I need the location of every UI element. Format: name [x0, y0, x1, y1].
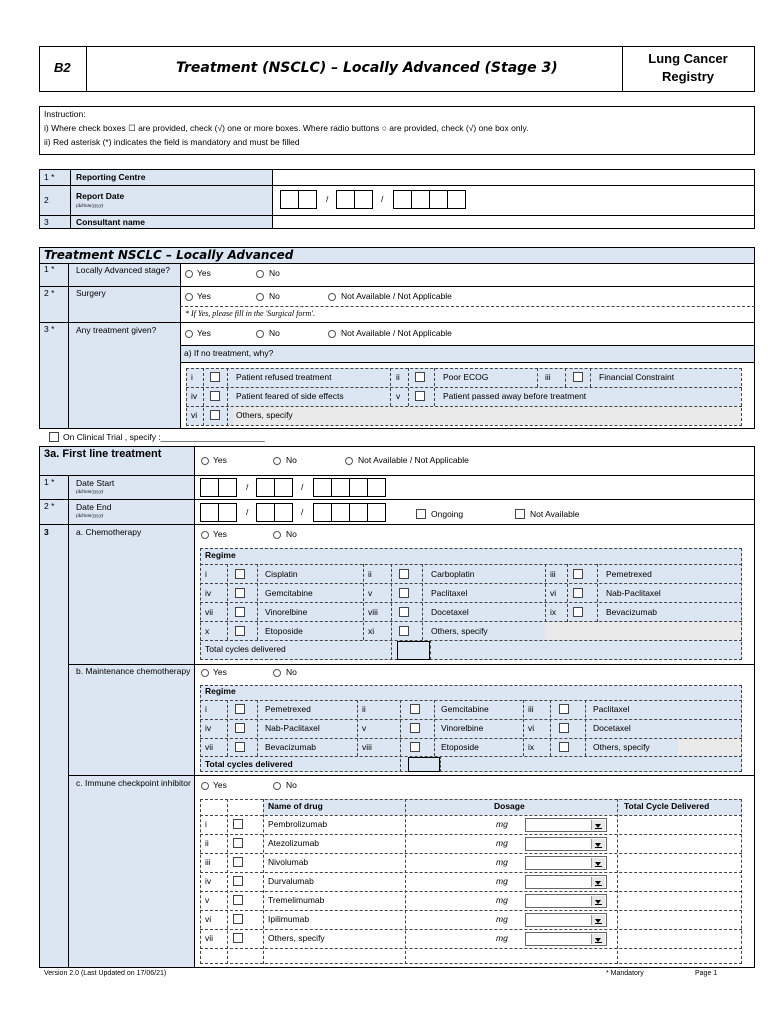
dosage-unit-label: mg	[496, 933, 508, 943]
instructions-line-2: ii) Red asterisk (*) indicates the field is mandatory and must be filled	[44, 137, 300, 147]
maint-drug-label: Nab-Paclitaxel	[265, 723, 320, 733]
dosage-unit-label: mg	[496, 857, 508, 867]
chevron-down-icon[interactable]	[591, 915, 605, 925]
immune-no-radio[interactable]	[273, 782, 281, 790]
maint-drug-checkbox[interactable]	[235, 742, 245, 752]
not-available-label: Not Available	[530, 509, 580, 519]
immune-dosage-input[interactable]	[410, 931, 490, 946]
immune-drug-number: ii	[205, 838, 209, 848]
maint-drug-label: Vinorelbine	[441, 723, 484, 733]
registry-name: Lung Cancer Registry	[648, 51, 728, 84]
dosage-unit-label: mg	[496, 914, 508, 924]
any-treatment-label: Any treatment given?	[76, 325, 157, 335]
chevron-down-icon[interactable]	[591, 877, 605, 887]
first-line-no-radio[interactable]	[273, 457, 281, 465]
surgical-form-note: * If Yes, please fill in the 'Surgical form'.	[185, 309, 315, 318]
reason-label: Poor ECOG	[443, 372, 489, 382]
maint-drug-number: vi	[528, 723, 535, 733]
immune-drug-checkbox[interactable]	[233, 895, 243, 905]
maint-total-cycles-field[interactable]	[408, 757, 440, 772]
chemo-drug-number: v	[368, 588, 373, 598]
section-title: Treatment NSCLC – Locally Advanced	[44, 248, 294, 262]
chemo-yes-radio[interactable]	[201, 531, 209, 539]
reason-checkbox[interactable]	[415, 391, 425, 401]
immune-total-cycles-input[interactable]	[620, 855, 738, 870]
immune-total-cycles-input[interactable]	[620, 893, 738, 908]
immune-total-cycles-input[interactable]	[620, 817, 738, 832]
maint-drug-label: Docetaxel	[593, 723, 631, 733]
treatment-no-radio[interactable]	[256, 330, 264, 338]
clinical-trial-checkbox[interactable]	[49, 432, 59, 442]
reason-label: Patient feared of side effects	[236, 391, 344, 401]
chemo-drug-number: vi	[550, 588, 557, 598]
reason-label: Patient refused treatment	[236, 372, 332, 382]
chemo-drug-checkbox[interactable]	[399, 607, 409, 617]
immune-drug-label: Ipilimumab	[268, 914, 310, 924]
immune-drug-number: vii	[205, 933, 214, 943]
chemo-drug-checkbox[interactable]	[235, 588, 245, 598]
chemo-total-cycles-field[interactable]	[397, 641, 430, 660]
immune-drug-number: v	[205, 895, 210, 905]
maint-drug-label: Bevacizumab	[265, 742, 317, 752]
immune-yes-radio[interactable]	[201, 782, 209, 790]
immune-dosage-input[interactable]	[410, 836, 490, 851]
maint-drug-number: iii	[528, 704, 534, 714]
chemo-drug-label: Gemcitabine	[265, 588, 313, 598]
chemo-drug-number: vii	[205, 607, 214, 617]
immune-checkpoint-label: c. Immune checkpoint inhibitor	[76, 778, 191, 788]
imm-head-total: Total Cycle Delivered	[624, 801, 710, 811]
chevron-down-icon[interactable]	[591, 820, 605, 830]
chemo-drug-label: Docetaxel	[431, 607, 469, 617]
chemo-regime-heading: Regime	[205, 550, 236, 560]
treatment-yes-radio[interactable]	[185, 330, 193, 338]
consultant-name-label: Consultant name	[76, 217, 145, 227]
immune-drug-checkbox[interactable]	[233, 876, 243, 886]
clinical-trial-label: On Clinical Trial , specify :______________________	[63, 432, 265, 442]
reason-checkbox[interactable]	[210, 410, 220, 420]
maint-drug-number: vii	[205, 742, 214, 752]
instructions-heading: Instruction:	[44, 109, 86, 119]
immune-drug-label: Others, specify	[268, 933, 325, 943]
maint-drug-number: ix	[528, 742, 535, 752]
maint-drug-number: viii	[362, 742, 372, 752]
chemo-drug-checkbox[interactable]	[235, 607, 245, 617]
dosage-unit-dropdown[interactable]	[525, 913, 607, 927]
maint-drug-checkbox[interactable]	[410, 704, 420, 714]
chevron-down-icon[interactable]	[591, 896, 605, 906]
chemo-drug-checkbox[interactable]	[573, 569, 583, 579]
date-start-label: Date Start	[76, 478, 115, 488]
ongoing-label: Ongoing	[431, 509, 464, 519]
reason-checkbox[interactable]	[573, 372, 583, 382]
chemo-drug-label: Carboplatin	[431, 569, 475, 579]
chemo-drug-label: Paclitaxel	[431, 588, 468, 598]
chemo-drug-label: Others, specify	[431, 626, 488, 636]
maint-no-radio[interactable]	[273, 669, 281, 677]
dosage-unit-dropdown[interactable]	[525, 818, 607, 832]
chemo-drug-checkbox[interactable]	[573, 588, 583, 598]
maint-drug-checkbox[interactable]	[559, 742, 569, 752]
immune-drug-number: iii	[205, 857, 211, 867]
chemo-drug-label: Bevacizumab	[606, 607, 658, 617]
chemo-drug-checkbox[interactable]	[399, 626, 409, 636]
report-date-label: Report Date	[76, 191, 125, 201]
immune-drug-checkbox[interactable]	[233, 819, 243, 829]
page-number: Page 1	[695, 970, 718, 977]
version-footer: Version 2.0 (Last Updated on 17/06/21)	[44, 970, 167, 977]
immune-total-cycles-input[interactable]	[620, 931, 738, 946]
maint-drug-checkbox[interactable]	[410, 742, 420, 752]
first-line-na-radio[interactable]	[345, 457, 353, 465]
chemo-drug-label: Etoposide	[265, 626, 303, 636]
date-end-label: Date End	[76, 502, 112, 512]
immune-drug-label: Pembrolizumab	[268, 819, 328, 829]
reason-label: Financial Constraint	[599, 372, 675, 382]
immune-drug-checkbox[interactable]	[233, 933, 243, 943]
immune-drug-checkbox[interactable]	[233, 838, 243, 848]
dosage-unit-label: mg	[496, 838, 508, 848]
immune-drug-label: Nivolumab	[268, 857, 309, 867]
dosage-unit-dropdown[interactable]	[525, 856, 607, 870]
imm-head-dose: Dosage	[494, 801, 525, 811]
dosage-unit-label: mg	[496, 895, 508, 905]
consultant-name-field[interactable]	[273, 216, 754, 228]
maint-drug-label: Pemetrexed	[265, 704, 311, 714]
maint-drug-label: Paclitaxel	[593, 704, 630, 714]
dosage-unit-dropdown[interactable]	[525, 932, 607, 946]
chemo-drug-checkbox[interactable]	[399, 569, 409, 579]
immune-dosage-input[interactable]	[410, 855, 490, 870]
maint-drug-checkbox[interactable]	[410, 723, 420, 733]
chemo-drug-number: x	[205, 626, 210, 636]
chemo-drug-checkbox[interactable]	[235, 569, 245, 579]
locally-advanced-stage-label: Locally Advanced stage?	[76, 265, 171, 275]
maint-drug-number: v	[362, 723, 367, 733]
dosage-unit-label: mg	[496, 876, 508, 886]
maintenance-label: b. Maintenance chemotherapy	[76, 666, 191, 676]
dosage-unit-dropdown[interactable]	[525, 894, 607, 908]
maint-drug-label: Gemcitabine	[441, 704, 489, 714]
reason-number: ii	[396, 372, 400, 382]
immune-drug-number: vi	[205, 914, 212, 924]
reason-number: i	[191, 372, 193, 382]
reason-label: Others, specify	[236, 410, 293, 420]
immune-total-cycles-input[interactable]	[620, 874, 738, 889]
chemotherapy-label: a. Chemotherapy	[76, 527, 142, 537]
maint-regime-heading: Regime	[205, 686, 236, 696]
immune-drug-label: Tremelimumab	[268, 895, 325, 905]
immune-drug-checkbox[interactable]	[233, 914, 243, 924]
chemo-drug-label: Pemetrexed	[606, 569, 652, 579]
reporting-centre-label: Reporting Centre	[76, 172, 146, 182]
dosage-unit-dropdown[interactable]	[525, 837, 607, 851]
immune-drug-number: iv	[205, 876, 212, 886]
maint-drug-label: Others, specify	[593, 742, 650, 752]
immune-drug-checkbox[interactable]	[233, 857, 243, 867]
maint-drug-label: Etoposide	[441, 742, 479, 752]
mandatory-footer: * Mandatory	[606, 970, 644, 977]
chevron-down-icon[interactable]	[591, 934, 605, 944]
immune-total-cycles-input[interactable]	[620, 912, 738, 927]
dosage-unit-label: mg	[496, 819, 508, 829]
imm-head-drug: Name of drug	[268, 801, 323, 811]
maint-drug-checkbox[interactable]	[235, 723, 245, 733]
immune-drug-number: i	[205, 819, 207, 829]
chemo-drug-number: ix	[550, 607, 557, 617]
immune-dosage-input[interactable]	[410, 912, 490, 927]
chemo-drug-number: ii	[368, 569, 372, 579]
chemo-drug-number: i	[205, 569, 207, 579]
chemo-drug-checkbox[interactable]	[573, 607, 583, 617]
reason-number: v	[396, 391, 401, 401]
chevron-down-icon[interactable]	[591, 839, 605, 849]
reporting-centre-field[interactable]	[273, 170, 754, 184]
reason-number: vi	[191, 410, 198, 420]
date-end-field[interactable]: / /	[200, 503, 390, 523]
maint-drug-number: iv	[205, 723, 212, 733]
report-date-field[interactable]: / /	[280, 190, 472, 212]
dosage-unit-dropdown[interactable]	[525, 875, 607, 889]
surgery-yes-radio[interactable]	[185, 293, 193, 301]
surgery-no-radio[interactable]	[256, 293, 264, 301]
no-treatment-reason-label: a) If no treatment, why?	[184, 348, 274, 358]
reason-checkbox[interactable]	[210, 391, 220, 401]
chemo-drug-number: viii	[368, 607, 378, 617]
form-code: B2	[54, 60, 71, 75]
immune-total-cycles-input[interactable]	[620, 836, 738, 851]
chemo-drug-number: iv	[205, 588, 212, 598]
date-start-field[interactable]: / /	[200, 478, 390, 498]
form-title: Treatment (NSCLC) – Locally Advanced (Stage 3)	[176, 60, 558, 76]
surgery-na-radio[interactable]	[328, 293, 336, 301]
immune-dosage-input[interactable]	[410, 817, 490, 832]
chemo-drug-number: xi	[368, 626, 375, 636]
first-line-title: 3a. First line treatment	[44, 448, 162, 460]
maint-drug-number: i	[205, 704, 207, 714]
first-line-yes-radio[interactable]	[201, 457, 209, 465]
reason-number: iii	[545, 372, 551, 382]
maint-drug-checkbox[interactable]	[559, 704, 569, 714]
ongoing-checkbox[interactable]	[416, 509, 426, 519]
maint-drug-number: ii	[362, 704, 366, 714]
reason-label: Patient passed away before treatment	[443, 391, 587, 401]
reason-number: iv	[191, 391, 198, 401]
chemo-drug-checkbox[interactable]	[399, 588, 409, 598]
maint-drug-checkbox[interactable]	[559, 723, 569, 733]
stage-no-radio[interactable]	[256, 270, 264, 278]
chemo-no-radio[interactable]	[273, 531, 281, 539]
maint-drug-checkbox[interactable]	[235, 704, 245, 714]
immune-dosage-input[interactable]	[410, 893, 490, 908]
instructions-line-1: i) Where check boxes ☐ are provided, check (√) one or more boxes. Where radio buttons ○ are provided, check (√) one box only.	[44, 123, 529, 133]
chemo-drug-label: Cisplatin	[265, 569, 298, 579]
reason-checkbox[interactable]	[415, 372, 425, 382]
chemo-total-cycles-label: Total cycles delivered	[205, 644, 286, 654]
treatment-na-radio[interactable]	[328, 330, 336, 338]
stage-yes-radio[interactable]	[185, 270, 193, 278]
not-available-checkbox[interactable]	[515, 509, 525, 519]
chevron-down-icon[interactable]	[591, 858, 605, 868]
maint-yes-radio[interactable]	[201, 669, 209, 677]
reason-checkbox[interactable]	[210, 372, 220, 382]
surgery-label: Surgery	[76, 288, 106, 298]
chemo-drug-number: iii	[550, 569, 556, 579]
chemo-drug-label: Nab-Paclitaxel	[606, 588, 661, 598]
chemo-drug-checkbox[interactable]	[235, 626, 245, 636]
maint-total-cycles-label: Total cycles delivered	[205, 759, 293, 769]
immune-drug-label: Durvalumab	[268, 876, 314, 886]
immune-drug-label: Atezolizumab	[268, 838, 320, 848]
immune-dosage-input[interactable]	[410, 874, 490, 889]
chemo-drug-label: Vinorelbine	[265, 607, 308, 617]
